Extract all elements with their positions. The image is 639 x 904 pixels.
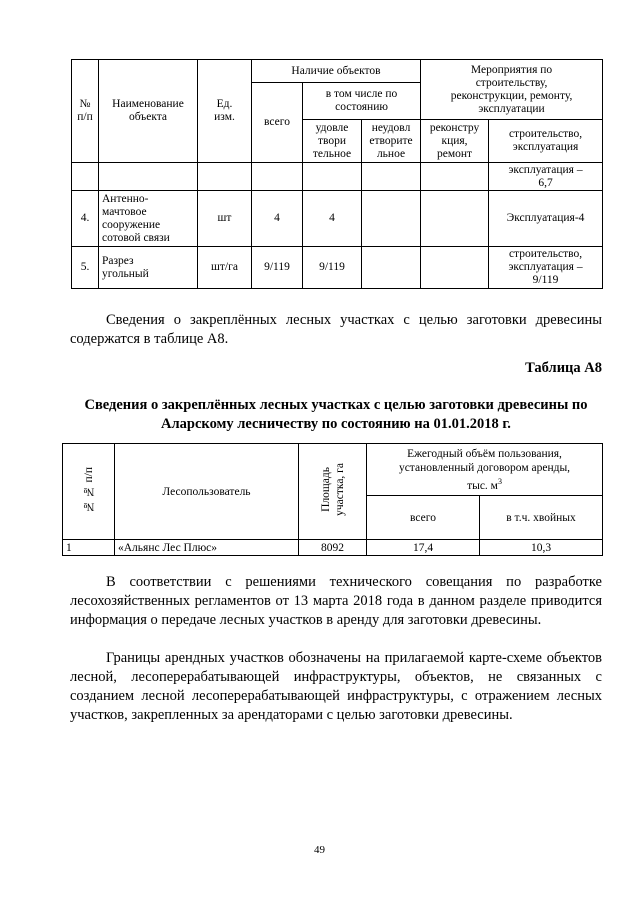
cell-name — [99, 163, 198, 191]
cell-total — [252, 163, 303, 191]
cell-name: Разрез угольный — [99, 247, 198, 289]
cell-build: эксплуатация – 6,7 — [489, 163, 603, 191]
cell-num: 1 — [63, 540, 115, 556]
header-total: всего — [367, 496, 480, 540]
cell-good — [303, 163, 362, 191]
header-recon: реконстру кция, ремонт — [421, 120, 489, 163]
cell-build: Эксплуатация-4 — [489, 191, 603, 247]
cell-total: 4 — [252, 191, 303, 247]
cell-num: 5. — [72, 247, 99, 289]
header-user: Лесопользователь — [115, 444, 299, 540]
header-unit: Ед. изм. — [198, 60, 252, 163]
header-build: строительство, эксплуатация — [489, 120, 603, 163]
lease-table — [62, 443, 603, 556]
cell-conif: 10,3 — [480, 540, 603, 556]
cell-build: строительство, эксплуатация – 9/119 — [489, 247, 603, 289]
header-num: № п/п — [72, 60, 99, 163]
body-paragraph-2: Границы арендных участков обозначены на прилагаемой карте-схеме объектов лесной, лесоперерабатывающей инфраструктуры, объектов, не связанных с созданием лесной лесоперерабатывающей инфраструктуры, с отражением лесных участков, закрепленных за арендаторами с целью заготовки древесины. — [70, 650, 602, 723]
table-label: Таблица А8 — [525, 360, 602, 376]
cell-num — [72, 163, 99, 191]
header-incl: в том числе по состоянию — [303, 83, 421, 120]
cell-good: 4 — [303, 191, 362, 247]
cell-total: 17,4 — [367, 540, 480, 556]
cell-recon — [421, 247, 489, 289]
header-conif: в т.ч. хвойных — [480, 496, 603, 540]
header-name: Наименование объекта — [99, 60, 198, 163]
cell-num: 4. — [72, 191, 99, 247]
header-area: Площадь участка, га — [299, 444, 367, 540]
table-row — [72, 163, 603, 191]
header-num: № № п/п — [63, 444, 115, 540]
header-annual: Ежегодный объём пользования, установленный договором аренды, тыс. $м^3$ — [367, 444, 603, 496]
cell-unit: шт/га — [198, 247, 252, 289]
header-total: всего — [252, 83, 303, 163]
body-paragraph-1: В соответствии с решениями технического совещания по разработке лесохозяйственных регламентов от 13 марта 2018 года в данном разделе приводится информация о передаче лесных участков в аренду для заготовки древесины. — [70, 574, 602, 628]
header-good: удовле твори тельное — [303, 120, 362, 163]
cell-recon — [421, 163, 489, 191]
cell-total: 9/119 — [252, 247, 303, 289]
cell-bad — [362, 191, 421, 247]
table-title: Сведения о закреплённых лесных участках с целью заготовки древесины по Аларскому лесничеству по состоянию на 01.01.2018 г. — [84, 397, 588, 432]
cell-recon — [421, 191, 489, 247]
table-row — [72, 191, 603, 247]
cell-user: «Альянс Лес Плюс» — [115, 540, 299, 556]
intro-paragraph: Сведения о закреплённых лесных участках с целью заготовки древесины содержатся в таблице А8. — [70, 312, 602, 347]
table-row — [72, 247, 603, 289]
cell-name: Антенно- мачтовое сооружение сотовой связи — [99, 191, 198, 247]
cell-unit: шт — [198, 191, 252, 247]
header-measures: Мероприятия по строительству, реконструкции, ремонту, эксплуатации — [421, 60, 603, 120]
cell-bad — [362, 163, 421, 191]
table-row — [63, 540, 603, 556]
header-bad: неудовл етворите льное — [362, 120, 421, 163]
cell-area: 8092 — [299, 540, 367, 556]
objects-table — [71, 59, 603, 289]
cell-good: 9/119 — [303, 247, 362, 289]
cell-unit — [198, 163, 252, 191]
header-presence: Наличие объектов — [252, 60, 421, 83]
page-number: 49 — [314, 844, 325, 856]
cell-bad — [362, 247, 421, 289]
